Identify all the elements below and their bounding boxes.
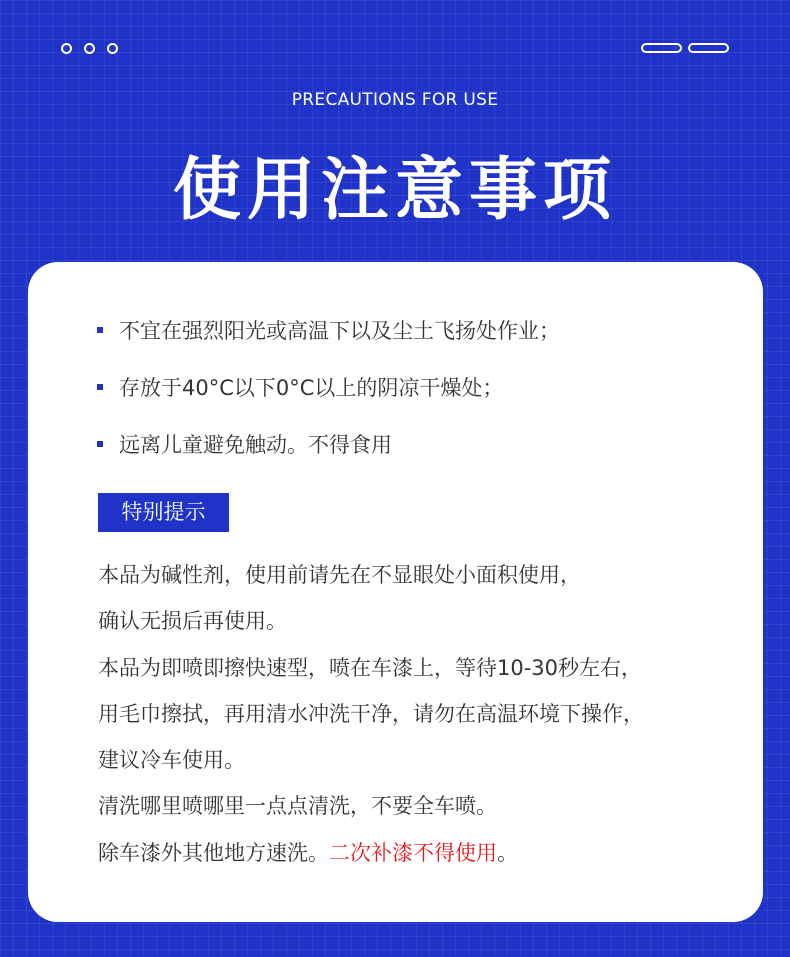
list-item xyxy=(97,312,560,369)
window-dots xyxy=(61,43,118,54)
notice-line: 清洗哪里喷哪里一点点清洗，不要全车喷。 xyxy=(98,794,497,819)
notice-line: 本品为碱性剂，使用前请先在不显眼处小面积使用， xyxy=(98,563,581,587)
notice-line: 建议冷车使用。 xyxy=(98,748,245,773)
special-notice-tag: 特别提示 xyxy=(98,493,229,532)
notice-line: 确认无损后再使用。 xyxy=(98,609,287,634)
bullet-square-icon xyxy=(97,327,103,333)
notice-line-text: 除车漆外其他地方速洗。 xyxy=(98,840,329,865)
pill-2 xyxy=(688,43,729,53)
notice-line: 用毛巾擦拭，再用清水冲洗干净，请勿在高温环境下操作， xyxy=(98,701,644,726)
precaution-list xyxy=(97,312,560,483)
bullet-square-icon xyxy=(97,384,103,390)
bullet-square-icon xyxy=(97,441,103,447)
list-item-text: 存放于40°C以下0°C以上的阴凉干燥处； xyxy=(119,376,504,400)
list-item-text: 远离儿童避免触动。不得食用 xyxy=(119,433,392,457)
list-item xyxy=(97,369,560,426)
notice-line-last xyxy=(98,830,748,876)
notice-line: 本品为即喷即擦快速型，喷在车漆上，等待10-30秒左右， xyxy=(98,655,643,680)
page-subtitle: PRECAUTIONS FOR USE xyxy=(291,90,499,110)
pill-1 xyxy=(641,43,682,53)
page-title: 使用注意事项 xyxy=(172,151,617,230)
dot-1 xyxy=(61,43,72,54)
notice-line-end: 。 xyxy=(497,840,518,865)
decorative-pills xyxy=(641,43,729,53)
list-item xyxy=(97,426,560,483)
dot-2 xyxy=(84,43,95,54)
list-item-text: 不宜在强烈阳光或高温下以及尘土飞扬处作业； xyxy=(119,319,560,343)
dot-3 xyxy=(107,43,118,54)
content-card xyxy=(28,262,763,922)
notice-paragraph xyxy=(98,552,748,876)
warning-text: 二次补漆不得使用 xyxy=(329,840,497,865)
